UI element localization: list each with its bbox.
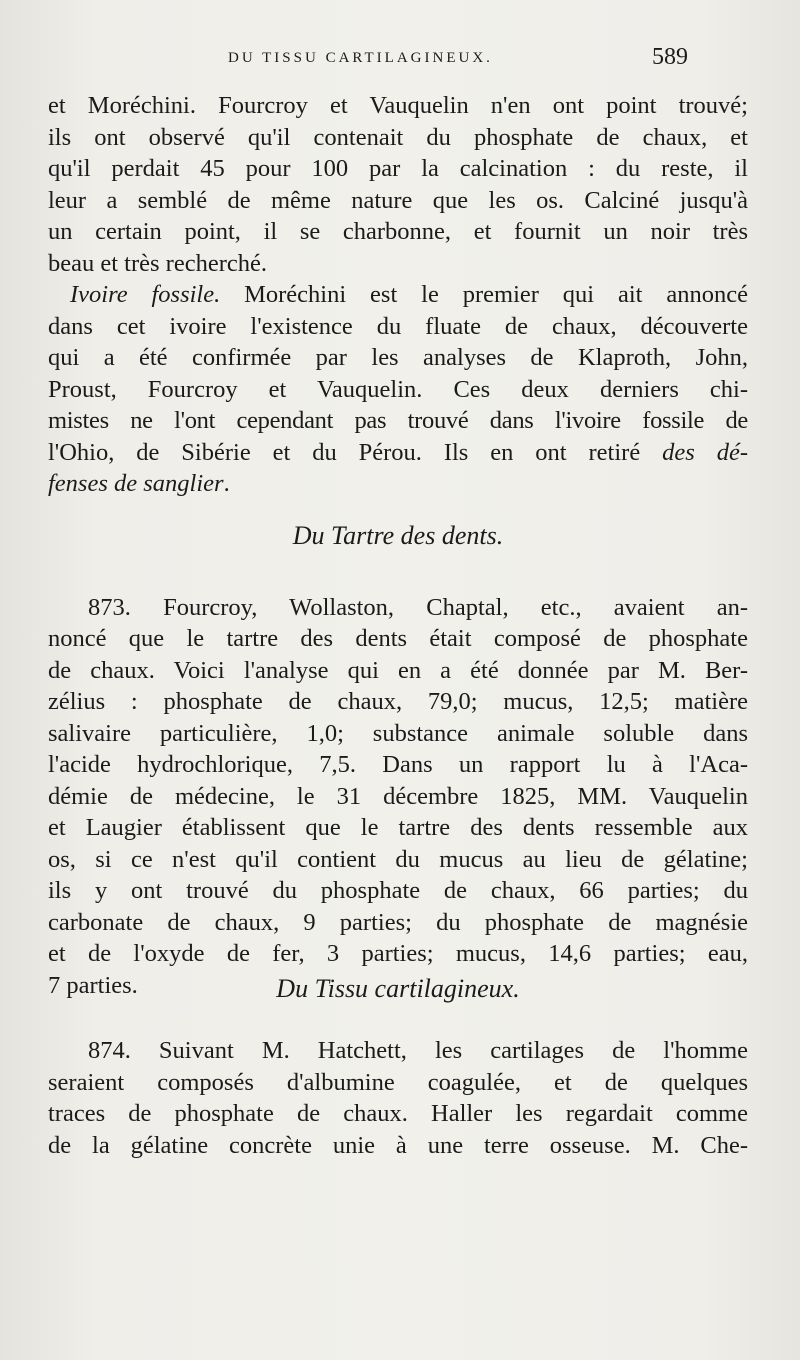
text-line: de la gélatine concrète unie à une terre osseuse. M. Che-: [48, 1131, 748, 1159]
running-head-title: DU TISSU CARTILAGINEUX.: [228, 50, 493, 66]
text-line: zélius : phosphate de chaux, 79,0; mucus, 12,5; matière: [48, 688, 748, 715]
text-run: l'Ohio, de Sibérie et du Pérou. Ils en ont retiré: [48, 438, 663, 466]
page-body: [48, 90, 748, 1161]
text-line: 874. Suivant M. Hatchett, les cartilages de l'homme: [88, 1037, 748, 1064]
text-line: ils y ont trouvé du phosphate de chaux, 66 parties; du: [48, 877, 748, 904]
text-line: qui a été confirmée par les analyses de Klaproth, John,: [48, 344, 748, 371]
text-line: et Moréchini. Fourcroy et Vauquelin n'en ont point trouvé;: [48, 92, 748, 119]
text-line: 7 parties.: [48, 971, 138, 999]
running-head: [0, 44, 800, 80]
paragraph-873: [48, 592, 748, 1002]
text-line: de chaux. Voici l'analyse qui en a été donnée par M. Ber-: [48, 656, 748, 684]
text-line: leur a semblé de même nature que les os. Calciné jusqu'à: [48, 186, 748, 214]
text-line: [48, 279, 748, 311]
text-line: ils ont observé qu'il contenait du phosphate de chaux, et: [48, 123, 748, 151]
text-line: [48, 468, 748, 500]
page-number: 589: [652, 44, 688, 70]
paragraph-ivoire-end: [48, 90, 748, 279]
text-line: salivaire particulière, 1,0; substance animale soluble dans: [48, 719, 748, 747]
text-line: seraient composés d'albumine coagulée, et de quelques: [48, 1068, 748, 1096]
run-in-heading: Ivoire fossile.: [70, 281, 221, 308]
text-line: l'acide hydrochlorique, 7,5. Dans un rapport lu à l'Aca-: [48, 751, 748, 778]
text-line: traces de phosphate de chaux. Haller les regardait comme: [48, 1100, 748, 1127]
italic-run: fenses de sanglier: [48, 470, 224, 497]
text-line: et de l'oxyde de fer, 3 parties; mucus, 14,6 parties; eau,: [48, 940, 748, 967]
text-line: démie de médecine, le 31 décembre 1825, MM. Vauquelin: [48, 782, 748, 810]
text-line: dans cet ivoire l'existence du fluate de chaux, découverte: [48, 312, 748, 340]
text-line: et Laugier établissent que le tartre des dents ressemble aux: [48, 814, 748, 841]
text-line: Proust, Fourcroy et Vauquelin. Ces deux derniers chi-: [48, 375, 748, 403]
text-line: [48, 437, 748, 469]
text-line: qu'il perdait 45 pour 100 par la calcination : du reste, il: [48, 155, 748, 182]
text-run: .: [223, 470, 230, 497]
text-line: noncé que le tartre des dents était composé de phosphate: [48, 625, 748, 652]
text-line: beau et très recherché.: [48, 249, 267, 277]
italic-run: des dé-: [662, 438, 748, 466]
text-line: 873. Fourcroy, Wollaston, Chaptal, etc., avaient an-: [88, 593, 748, 621]
text-run: Moréchini est le premier qui ait annoncé: [220, 281, 748, 308]
text-line: un certain point, il se charbonne, et fournit un noir très: [48, 218, 748, 245]
section-heading-tissu: Du Tissu cartilagineux.: [276, 974, 520, 1003]
paragraph-874: [48, 1035, 748, 1161]
text-line: os, si ce n'est qu'il contient du mucus au lieu de gélatine;: [48, 845, 748, 873]
text-line: mistes ne l'ont cependant pas trouvé dans l'ivoire fossile de: [48, 407, 748, 434]
section-heading-tartre: Du Tartre des dents.: [292, 520, 504, 550]
paragraph-ivoire-fossile: [48, 279, 748, 500]
text-line: carbonate de chaux, 9 parties; du phosphate de magnésie: [48, 908, 748, 936]
